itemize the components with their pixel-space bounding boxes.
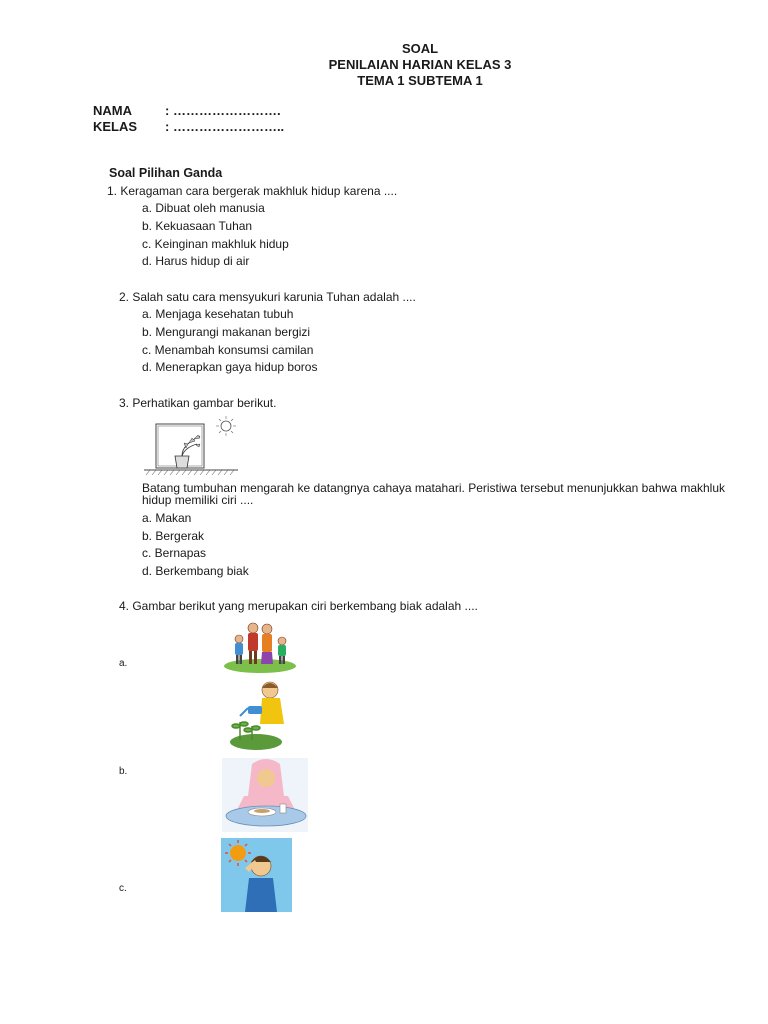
doc-theme: TEMA 1 SUBTEMA 1	[357, 73, 483, 88]
question-4-option-c: c.	[119, 883, 127, 894]
question-2-option-a: a. Menjaga kesehatan tubuh	[142, 307, 294, 321]
question-2-option-b: b. Mengurangi makanan bergizi	[142, 325, 311, 339]
question-1-option-d: d. Harus hidup di air	[142, 254, 250, 268]
question-3-option-b: b. Bergerak	[142, 529, 205, 543]
question-1-option-b: b. Kekuasaan Tuhan	[142, 219, 253, 233]
question-3-text: 3. Perhatikan gambar berikut.	[119, 396, 277, 410]
kelas-label: KELAS	[93, 119, 138, 134]
boy-sun-illustration	[221, 838, 292, 912]
question-3-option-d: d. Berkembang biak	[142, 564, 249, 578]
question-2-option-c: c. Menambah konsumsi camilan	[142, 343, 314, 357]
family-illustration	[222, 620, 298, 674]
question-1-option-a: a. Dibuat oleh manusia	[142, 201, 265, 215]
nama-label: NAMA	[93, 103, 132, 118]
doc-title: SOAL	[401, 41, 439, 56]
section-title: Soal Pilihan Ganda	[109, 166, 223, 180]
question-3-option-a: a. Makan	[142, 511, 192, 525]
question-4-option-a: a.	[119, 658, 128, 669]
question-2-text: 2. Salah satu cara mensyukuri karunia Tuhan adalah ....	[119, 290, 416, 304]
question-1-option-c: c. Keinginan makhluk hidup	[142, 237, 289, 251]
question-2-option-d: d. Menerapkan gaya hidup boros	[142, 360, 318, 374]
doc-subtitle: PENILAIAN HARIAN KELAS 3	[328, 57, 512, 72]
nama-field: : …………………….	[165, 103, 281, 118]
plant-phototropism-illustration	[142, 412, 242, 480]
girl-watering-plant-illustration	[226, 678, 292, 752]
question-4-option-b: b.	[119, 766, 128, 777]
question-3-option-c: c. Bernapas	[142, 546, 207, 560]
question-3-paragraph: Batang tumbuhan mengarah ke datangnya cahaya matahari. Peristiwa tersebut menunjukkan bahwa makhluk hidup memiliki ciri ....	[142, 481, 726, 507]
question-1-text: 1. Keragaman cara bergerak makhluk hidup karena ....	[107, 184, 398, 198]
question-4-text: 4. Gambar berikut yang merupakan ciri berkembang biak adalah ....	[119, 599, 478, 613]
girl-eating-illustration	[222, 758, 308, 832]
kelas-field: : ……………………..	[165, 119, 285, 134]
